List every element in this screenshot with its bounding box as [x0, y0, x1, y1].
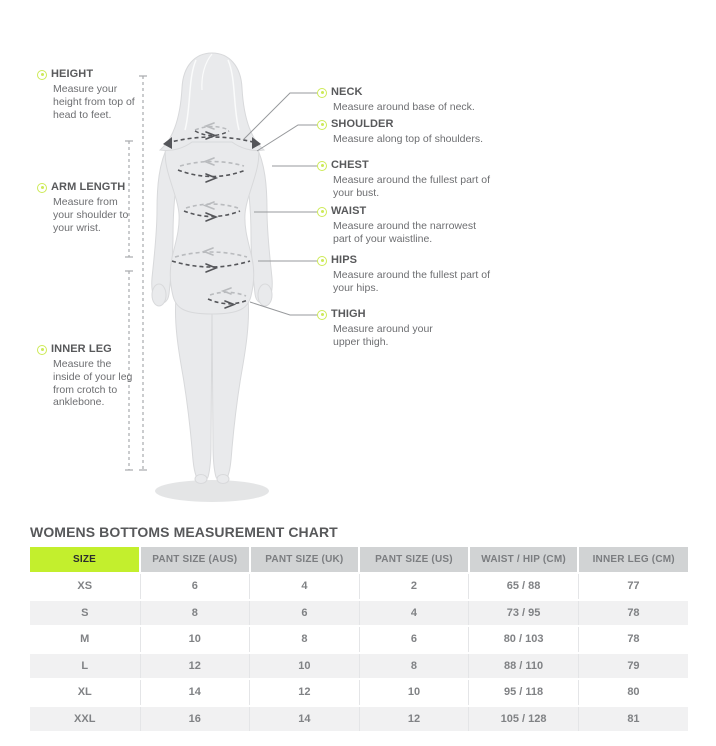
cell-inner-leg: 78	[578, 600, 688, 627]
callout-description: Measure around the narrowest part of your waistline.	[333, 220, 476, 245]
floor-shadow	[155, 480, 269, 502]
cell-us: 6	[359, 626, 469, 653]
cell-aus: 8	[140, 600, 250, 627]
cell-size: XS	[30, 573, 140, 600]
table-row	[30, 626, 688, 653]
cell-uk: 14	[250, 706, 360, 733]
measure-point-icon	[37, 345, 47, 355]
measure-point-icon	[317, 207, 327, 217]
table-row	[30, 679, 688, 706]
callout-title: ARM LENGTH	[51, 181, 126, 193]
measure-point-icon	[37, 70, 47, 80]
table-row	[30, 653, 688, 680]
callout-description: Measure your height from top of head to feet.	[53, 83, 135, 121]
cell-waist-hip: 73 / 95	[469, 600, 579, 627]
cell-us: 4	[359, 600, 469, 627]
cell-aus: 6	[140, 573, 250, 600]
measure-point-icon	[317, 88, 327, 98]
table-row	[30, 600, 688, 627]
callout-description: Measure around the fullest part of your hips.	[333, 269, 491, 294]
cell-size: XL	[30, 679, 140, 706]
cell-waist-hip: 80 / 103	[469, 626, 579, 653]
cell-uk: 12	[250, 679, 360, 706]
measure-point-icon	[317, 256, 327, 266]
callout-title: THIGH	[331, 308, 366, 320]
callout-thigh	[317, 308, 487, 349]
cell-aus: 14	[140, 679, 250, 706]
callout-title: HEIGHT	[51, 68, 94, 80]
callout-neck	[317, 86, 487, 114]
cell-uk: 8	[250, 626, 360, 653]
callout-title: WAIST	[331, 205, 367, 217]
measurement-chart-section	[30, 524, 688, 733]
cell-size: M	[30, 626, 140, 653]
callout-description: Measure around the fullest part of your bust.	[333, 174, 491, 199]
callout-title: CHEST	[331, 159, 369, 171]
measure-point-icon	[317, 161, 327, 171]
table-row	[30, 573, 688, 600]
cell-waist-hip: 105 / 128	[469, 706, 579, 733]
chart-title: WOMENS BOTTOMS MEASUREMENT CHART	[30, 524, 338, 540]
cell-uk: 4	[250, 573, 360, 600]
cell-waist-hip: 88 / 110	[469, 653, 579, 680]
height-dashed-line	[139, 76, 147, 470]
cell-us: 2	[359, 573, 469, 600]
cell-us: 8	[359, 653, 469, 680]
cell-waist-hip: 65 / 88	[469, 573, 579, 600]
cell-us: 10	[359, 679, 469, 706]
cell-inner-leg: 81	[578, 706, 688, 733]
cell-inner-leg: 79	[578, 653, 688, 680]
callout-arm-length	[37, 181, 147, 234]
callout-chest	[317, 159, 491, 200]
callout-title: NECK	[331, 86, 363, 98]
callout-waist	[317, 205, 487, 246]
cell-inner-leg: 78	[578, 626, 688, 653]
measure-point-icon	[317, 310, 327, 320]
callout-description: Measure around your upper thigh.	[333, 323, 433, 348]
table-header-row	[30, 547, 688, 573]
cell-aus: 12	[140, 653, 250, 680]
column-header-size: SIZE	[30, 547, 140, 573]
cell-inner-leg: 77	[578, 573, 688, 600]
callout-height	[37, 68, 147, 121]
cell-size: S	[30, 600, 140, 627]
callout-hips	[317, 254, 491, 295]
callout-description: Measure from your shoulder to your wrist.	[53, 196, 129, 234]
size-table	[30, 547, 688, 733]
cell-inner-leg: 80	[578, 679, 688, 706]
callout-title: INNER LEG	[51, 343, 112, 355]
cell-aus: 16	[140, 706, 250, 733]
column-header-pant-aus: PANT SIZE (AUS)	[140, 547, 250, 573]
callout-title: HIPS	[331, 254, 358, 266]
cell-size: L	[30, 653, 140, 680]
figure-silhouette	[152, 53, 273, 484]
callout-description: Measure along top of shoulders.	[333, 133, 484, 145]
column-header-inner-leg: INNER LEG (CM)	[578, 547, 688, 573]
cell-size: XXL	[30, 706, 140, 733]
cell-waist-hip: 95 / 118	[469, 679, 579, 706]
callout-description: Measure the inside of your leg from crotch to anklebone.	[53, 358, 133, 409]
measure-point-icon	[317, 120, 327, 130]
callout-description: Measure around base of neck.	[333, 101, 475, 113]
column-header-pant-uk: PANT SIZE (UK)	[250, 547, 360, 573]
column-header-waist-hip: WAIST / HIP (CM)	[469, 547, 579, 573]
callout-inner-leg	[37, 343, 147, 409]
measure-point-icon	[37, 183, 47, 193]
callout-title: SHOULDER	[331, 118, 394, 130]
cell-aus: 10	[140, 626, 250, 653]
callout-shoulder	[317, 118, 487, 146]
column-header-pant-us: PANT SIZE (US)	[359, 547, 469, 573]
table-row	[30, 706, 688, 733]
cell-us: 12	[359, 706, 469, 733]
cell-uk: 6	[250, 600, 360, 627]
cell-uk: 10	[250, 653, 360, 680]
